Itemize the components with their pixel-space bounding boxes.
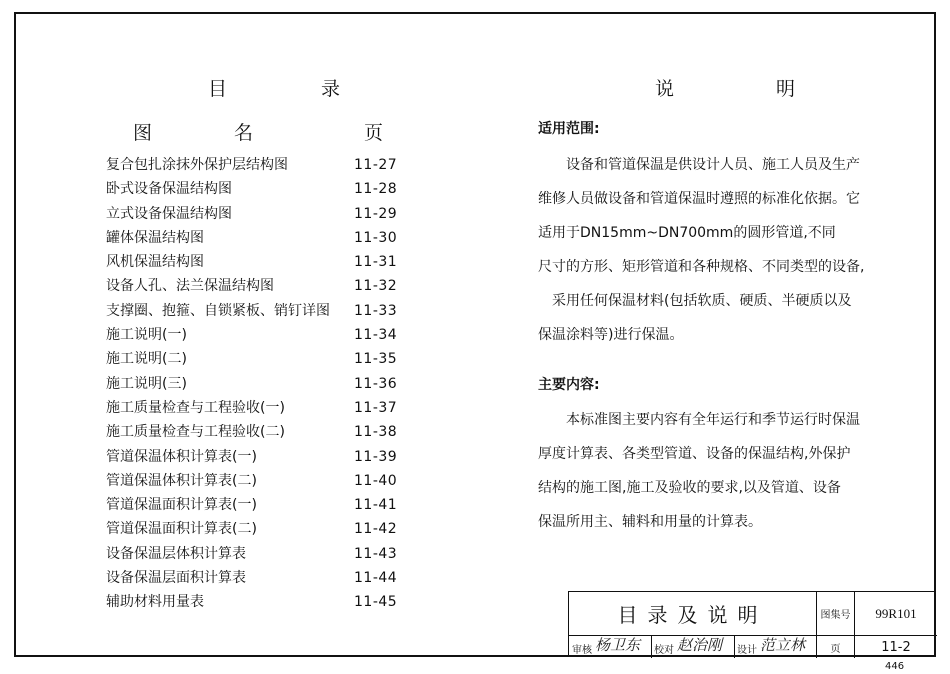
toc-row-page: 11-27 [354,157,398,173]
content-line: 结构的施工图,施工及验收的要求,以及管道、设备 [538,480,841,496]
toc-row [106,276,406,300]
notes-title: 说 明 [655,78,844,100]
toc-row-page: 11-45 [354,594,398,611]
toc-row [106,155,406,179]
toc-row-page: 11-35 [354,351,398,368]
scope-line: 设备和管道保温是供设计人员、施工人员及生产 [566,157,860,173]
toc-row [106,349,406,373]
toc-row-title: 施工说明(三) [106,375,187,392]
scope-line: 采用任何保温材料(包括软质、硬质、半硬质以及 [552,293,852,309]
toc-column-name-header: 图 名 [133,122,292,144]
toc-title: 目 录 [208,78,385,100]
toc-row [106,325,406,349]
content-line: 保温所用主、辅料和用量的计算表。 [538,514,762,530]
atlas-number-label: 图集号 [817,592,855,636]
toc-row [106,301,406,325]
drawing-title: 目录及说明 [569,592,817,636]
toc-row-page: 11-30 [354,229,398,246]
toc-row [106,228,406,252]
toc-row-title: 管道保温体积计算表(二) [106,472,257,489]
signature-row [569,636,817,658]
scope-line: 尺寸的方形、矩形管道和各种规格、不同类型的设备, [538,259,865,275]
toc-row [106,471,406,495]
toc-row-title: 卧式设备保温结构图 [106,181,232,198]
toc-row-title: 设备人孔、法兰保温结构图 [106,278,274,295]
toc-row-title: 辅助材料用量表 [106,594,204,611]
toc-row [106,204,406,228]
toc-row-page: 11-42 [354,521,398,538]
toc-row-title: 管道保温体积计算表(一) [106,448,257,465]
toc-row-title: 罐体保温结构图 [106,229,204,246]
title-block [568,591,936,657]
sheet-number: 446 [885,661,905,672]
content-line: 厚度计算表、各类型管道、设备的保温结构,外保护 [538,446,851,462]
toc-row [106,568,406,592]
toc-row-title: 施工说明(二) [106,351,187,368]
toc-row [106,447,406,471]
toc-row-page: 11-38 [354,424,398,441]
page-number: 11-2 [881,639,911,655]
toc-row-title: 复合包扎涂抹外保护层结构图 [106,157,288,173]
toc-row [106,519,406,543]
scope-line: 适用于DN15mm~DN700mm的圆形管道,不同 [538,225,836,241]
toc-row-page: 11-43 [354,545,398,562]
toc-row [106,374,406,398]
toc-row-title: 施工质量检查与工程验收(二) [106,424,285,441]
scope-line: 维修人员做设备和管道保温时遵照的标准化依据。它 [538,191,860,207]
toc-row-page: 11-44 [354,570,398,587]
toc-row [106,422,406,446]
toc-row-title: 支撑圈、抱箍、自锁紧板、销钉详图 [106,302,330,319]
toc-row-page: 11-37 [354,399,398,416]
toc-row-page: 11-29 [354,205,398,222]
toc-row [106,398,406,422]
toc-row-title: 设备保温层体积计算表 [106,545,246,562]
toc-row-page: 11-40 [354,472,398,489]
toc-row [106,495,406,519]
toc-row [106,544,406,568]
toc-row-title: 管道保温面积计算表(一) [106,497,257,514]
toc-row [106,592,406,616]
atlas-number: 99R101 [855,592,937,636]
check-label: 校对 [654,645,674,656]
check-signature: 赵治刚 [677,636,723,654]
toc-row-title: 设备保温层面积计算表 [106,570,246,587]
review-signature: 杨卫东 [595,636,641,654]
toc-row [106,252,406,276]
toc-row-page: 11-41 [354,497,398,514]
toc-row-page: 11-32 [354,278,398,295]
design-label: 设计 [737,645,757,656]
toc-row-page: 11-33 [354,302,398,319]
toc-row-title: 施工说明(一) [106,327,187,344]
toc-row-page: 11-39 [354,448,398,465]
scope-heading: 适用范围: [538,121,600,137]
toc-row-title: 施工质量检查与工程验收(一) [106,399,285,416]
toc-row-page: 11-28 [354,181,398,198]
toc-column-page-header: 页 [364,122,384,144]
toc-row [106,179,406,203]
signature-divider [651,636,652,658]
design-signature: 范立林 [760,636,806,654]
review-label: 审核 [572,645,592,656]
toc-row-title: 管道保温面积计算表(二) [106,521,257,538]
toc-row-page: 11-34 [354,327,398,344]
toc-list [106,155,406,617]
content-line: 本标准图主要内容有全年运行和季节运行时保温 [566,412,860,428]
toc-row-page: 11-31 [354,254,398,271]
scope-paragraph [538,148,868,352]
toc-row-title: 立式设备保温结构图 [106,205,232,222]
signature-divider [734,636,735,658]
page-label: 页 [817,636,855,658]
scope-line: 保温涂料等)进行保温。 [538,327,684,343]
content-heading: 主要内容: [538,377,600,393]
content-paragraph [538,403,868,539]
toc-row-page: 11-36 [354,375,398,392]
toc-row-title: 风机保温结构图 [106,254,204,271]
